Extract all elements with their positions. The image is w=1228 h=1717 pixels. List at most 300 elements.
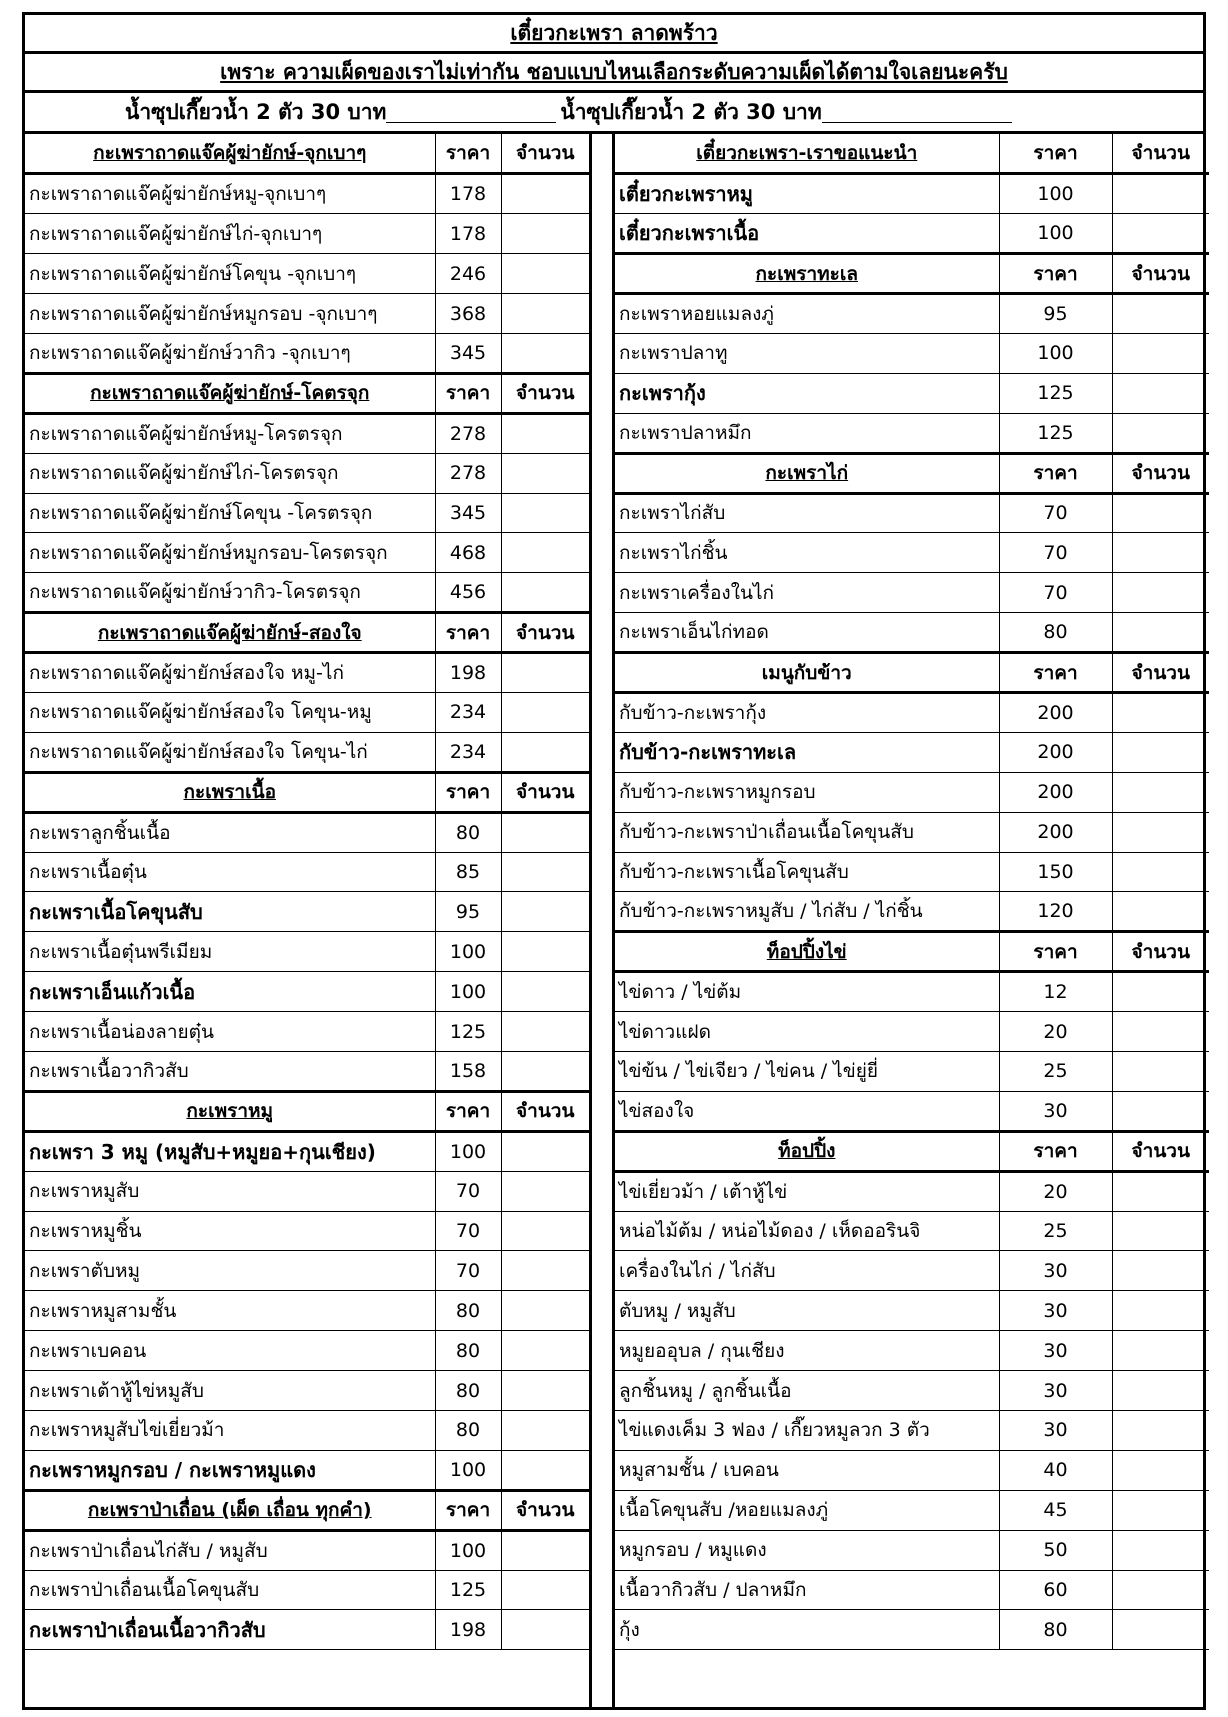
menu-item-row [25, 254, 589, 294]
menu-item-row [615, 732, 1209, 772]
item-price: 80 [435, 812, 501, 852]
menu-item-row [615, 1371, 1209, 1411]
right-menu-table [615, 134, 1209, 1650]
item-price: 100 [999, 333, 1112, 373]
item-name-text: กะเพราถาดแจ๊คผู้ฆ่ายักษ์สองใจ หมู-ไก่ [29, 662, 344, 685]
menu-item-row [615, 1530, 1209, 1570]
item-price: 12 [999, 972, 1112, 1012]
quantity-cell[interactable] [501, 254, 589, 294]
quantity-cell[interactable] [1112, 214, 1209, 254]
quantity-cell[interactable] [1112, 1610, 1209, 1650]
item-name [25, 1012, 435, 1052]
menu-item-row [615, 294, 1209, 334]
item-name-text: กะเพราถาดแจ๊คผู้ฆ่ายักษ์วากิว-โครตรจุก [29, 581, 361, 604]
item-name [25, 812, 435, 852]
section-title [615, 134, 999, 174]
quantity-cell[interactable] [1112, 413, 1209, 453]
item-name-text: กะเพราเอ็นแก้วเนื้อ [29, 979, 196, 1004]
item-name-text: กับข้าว-กะเพราทะเล [619, 740, 797, 765]
quantity-cell[interactable] [1112, 1530, 1209, 1570]
menu-item-row [25, 692, 589, 732]
order-sheet [22, 12, 1206, 1710]
item-price: 278 [435, 413, 501, 453]
menu-item-row [615, 1251, 1209, 1291]
section-title [25, 613, 435, 653]
quantity-cell[interactable] [1112, 1570, 1209, 1610]
section-header [615, 134, 1209, 174]
price-header: ราคา [999, 653, 1112, 693]
section-header [615, 254, 1209, 294]
menu-item-row [615, 413, 1209, 453]
section-title [615, 453, 999, 493]
section-title-text: เตี๋ยวกะเพรา-เราขอแนะนำ [696, 142, 918, 165]
item-price: 70 [999, 493, 1112, 533]
item-name-text: ไข่ดาว / ไข่ต้ม [619, 981, 742, 1004]
item-price: 178 [435, 214, 501, 254]
section-title-text: เมนูกับข้าว [761, 661, 852, 684]
item-price: 70 [435, 1251, 501, 1291]
item-name-text: กะเพราเนื้อตุ๋น [29, 860, 147, 883]
item-name [25, 1251, 435, 1291]
item-name-text: เตี๋ยวกะเพราเนื้อ [619, 221, 760, 246]
menu-item-row [25, 1171, 589, 1211]
quantity-cell[interactable] [1112, 1291, 1209, 1331]
item-name-text: กะเพราปลาหมึก [619, 421, 752, 444]
item-price: 80 [435, 1331, 501, 1371]
item-name [25, 1051, 435, 1091]
menu-item-row [615, 214, 1209, 254]
item-name [615, 1530, 999, 1570]
item-name-text: กะเพราถาดแจ๊คผู้ฆ่ายักษ์หมูกรอบ-โครตรจุก [29, 541, 388, 564]
quantity-cell[interactable] [1112, 1450, 1209, 1490]
item-price: 158 [435, 1051, 501, 1091]
item-name [25, 1570, 435, 1610]
quantity-cell[interactable] [501, 1610, 589, 1650]
item-name [615, 1411, 999, 1451]
quantity-cell[interactable] [501, 653, 589, 693]
menu-item-row [25, 1530, 589, 1570]
item-name [25, 573, 435, 613]
item-name [615, 852, 999, 892]
item-price: 368 [435, 294, 501, 334]
item-price: 80 [999, 613, 1112, 653]
menu-item-row [25, 972, 589, 1012]
item-name [615, 1331, 999, 1371]
item-name-text: หมูยออุบล / กุนเชียง [619, 1339, 785, 1362]
item-name-text: กะเพราหมูสับ [29, 1180, 140, 1203]
item-name-text: ลูกชิ้นหมู / ลูกชิ้นเนื้อ [619, 1379, 792, 1402]
quantity-cell[interactable] [501, 1251, 589, 1291]
item-name-text: กะเพราป่าเถื่อนไก่สับ / หมูสับ [29, 1539, 268, 1562]
item-name [615, 1570, 999, 1610]
quantity-cell[interactable] [1112, 613, 1209, 653]
quantity-cell[interactable] [501, 732, 589, 772]
item-name-text: กะเพราถาดแจ๊คผู้ฆ่ายักษ์ไก่-โครตรจุก [29, 462, 339, 485]
item-name [25, 1331, 435, 1371]
menu-item-row [615, 1610, 1209, 1650]
quantity-cell[interactable] [1112, 1371, 1209, 1411]
item-name [615, 1450, 999, 1490]
menu-item-row [615, 174, 1209, 214]
menu-item-row [25, 1012, 589, 1052]
title-text: เตี๋ยวกะเพรา ลาดพร้าว [510, 20, 718, 45]
item-name [25, 1291, 435, 1331]
quantity-cell[interactable] [1112, 1091, 1209, 1131]
quantity-cell[interactable] [501, 1291, 589, 1331]
section-title-text: ท็อปปิ้งไข่ [766, 940, 847, 963]
menu-item-row [615, 1091, 1209, 1131]
item-name [25, 692, 435, 732]
item-name [25, 533, 435, 573]
left-menu-table [25, 134, 589, 1650]
section-title [615, 1131, 999, 1171]
menu-item-row [25, 1411, 589, 1451]
item-price: 150 [999, 852, 1112, 892]
quantity-cell[interactable] [501, 972, 589, 1012]
item-name-text: กะเพราลูกชิ้นเนื้อ [29, 821, 171, 844]
item-name [615, 772, 999, 812]
quantity-cell[interactable] [1112, 972, 1209, 1012]
item-name-text: ตับหมู / หมูสับ [619, 1299, 736, 1322]
item-name [25, 972, 435, 1012]
item-name-text: ไข่สองใจ [619, 1099, 695, 1122]
price-header: ราคา [435, 1091, 501, 1131]
item-name-text: ไข่ดาวแฝด [619, 1020, 711, 1043]
menu-item-row [25, 1211, 589, 1251]
price-header: ราคา [435, 772, 501, 812]
item-name [615, 493, 999, 533]
quantity-cell[interactable] [501, 1012, 589, 1052]
item-name-text: กับข้าว-กะเพราหมูกรอบ [619, 781, 816, 804]
item-name [615, 1490, 999, 1530]
item-price: 200 [999, 692, 1112, 732]
item-name [615, 214, 999, 254]
quantity-cell[interactable] [1112, 333, 1209, 373]
item-price: 20 [999, 1171, 1112, 1211]
menu-item-row [25, 653, 589, 693]
quantity-cell[interactable] [501, 493, 589, 533]
price-header: ราคา [999, 254, 1112, 294]
quantity-cell[interactable] [501, 294, 589, 334]
item-name [25, 1450, 435, 1490]
section-header [615, 453, 1209, 493]
item-name [615, 972, 999, 1012]
menu-item-row [25, 413, 589, 453]
quantity-cell[interactable] [501, 573, 589, 613]
item-name [615, 573, 999, 613]
item-name-text: กะเพราเนื้อตุ๋นพรีเมียม [29, 940, 213, 963]
menu-item-row [615, 1331, 1209, 1371]
item-price: 70 [999, 573, 1112, 613]
item-name-text: ไข่ข้น / ไข่เจียว / ไข่คน / ไข่ยู่ยี่ [619, 1060, 878, 1083]
quantity-cell[interactable] [501, 692, 589, 732]
quantity-cell[interactable] [1112, 493, 1209, 533]
item-price: 80 [435, 1291, 501, 1331]
menu-item-row [615, 1291, 1209, 1331]
menu-item-row [615, 493, 1209, 533]
item-name-text: กะเพราเนื้อวากิวสับ [29, 1059, 189, 1082]
item-name [615, 333, 999, 373]
menu-item-row [615, 373, 1209, 413]
menu-item-row [615, 892, 1209, 932]
quantity-cell[interactable] [1112, 772, 1209, 812]
price-header: ราคา [999, 1131, 1112, 1171]
quantity-cell[interactable] [1112, 852, 1209, 892]
quantity-cell[interactable] [501, 932, 589, 972]
item-name-text: กะเพราหมูกรอบ / กะเพราหมูแดง [29, 1457, 316, 1482]
quantity-cell[interactable] [501, 1131, 589, 1171]
quantity-cell[interactable] [1112, 812, 1209, 852]
right-menu-column [615, 134, 1209, 1707]
menu-item-row [615, 333, 1209, 373]
quantity-cell[interactable] [1112, 573, 1209, 613]
menu-item-row [25, 812, 589, 852]
item-name [25, 1371, 435, 1411]
item-price: 30 [999, 1331, 1112, 1371]
price-header: ราคา [435, 613, 501, 653]
section-title-text: กะเพราเนื้อ [183, 781, 276, 804]
quantity-cell[interactable] [1112, 1251, 1209, 1291]
quantity-cell[interactable] [501, 413, 589, 453]
item-price: 100 [435, 932, 501, 972]
item-price: 40 [999, 1450, 1112, 1490]
quantity-header: จำนวน [501, 134, 589, 174]
section-title-text: กะเพราป่าเถื่อน (เผ็ด เถื่อน ทุกคำ) [87, 1499, 372, 1522]
item-name-text: กะเพราหมูชิ้น [29, 1219, 142, 1242]
soup-line [25, 93, 1203, 134]
item-name-text: กะเพราถาดแจ๊คผู้ฆ่ายักษ์โคขุน -โครตรจุก [29, 501, 373, 524]
item-name [615, 1051, 999, 1091]
quantity-cell[interactable] [501, 214, 589, 254]
section-title [615, 254, 999, 294]
item-name [615, 413, 999, 453]
item-price: 45 [999, 1490, 1112, 1530]
item-name [615, 294, 999, 334]
item-name [615, 1012, 999, 1052]
quantity-cell[interactable] [501, 533, 589, 573]
item-name-text: กะเพราเบคอน [29, 1339, 147, 1362]
item-name [25, 453, 435, 493]
menu-item-row [615, 1411, 1209, 1451]
item-name-text: หมูสามชั้น / เบคอน [619, 1459, 779, 1482]
section-title [25, 772, 435, 812]
item-price: 70 [435, 1171, 501, 1211]
item-name-text: ไข่แดงเค็ม 3 ฟอง / เกี๊ยวหมูลวก 3 ตัว [619, 1419, 930, 1442]
section-header [25, 613, 589, 653]
item-name-text: กะเพราถาดแจ๊คผู้ฆ่ายักษ์วากิว -จุกเบาๆ [29, 341, 351, 364]
item-name-text: เนื้อวากิวสับ / ปลาหมึก [619, 1579, 807, 1601]
quantity-cell[interactable] [1112, 1051, 1209, 1091]
item-name-text: กะเพราถาดแจ๊คผู้ฆ่ายักษ์โคขุน -จุกเบาๆ [29, 262, 357, 285]
menu-item-row [25, 1450, 589, 1490]
quantity-cell[interactable] [501, 1450, 589, 1490]
item-name-text: กะเพราหมูสับไข่เยี่ยวม้า [29, 1419, 225, 1442]
section-title-text: กะเพราถาดแจ๊คผู้ฆ่ายักษ์-จุกเบาๆ [93, 142, 367, 165]
quantity-cell[interactable] [501, 453, 589, 493]
quantity-cell[interactable] [1112, 1490, 1209, 1530]
item-price: 25 [999, 1211, 1112, 1251]
item-price: 125 [999, 373, 1112, 413]
soup-blank-1[interactable] [386, 102, 556, 123]
subtitle-text: เพราะ ความเผ็ดของเราไม่เท่ากัน ชอบแบบไหนเลือกระดับความเผ็ดได้ตามใจเลยนะครับ [220, 59, 1008, 84]
quantity-header: จำนวน [1112, 134, 1209, 174]
menu-item-row [25, 1331, 589, 1371]
item-name [25, 174, 435, 214]
menu-item-row [25, 214, 589, 254]
section-header [615, 1131, 1209, 1171]
quantity-cell[interactable] [1112, 174, 1209, 214]
price-header: ราคา [435, 1490, 501, 1530]
item-price: 95 [999, 294, 1112, 334]
quantity-cell[interactable] [501, 852, 589, 892]
item-name [25, 214, 435, 254]
quantity-cell[interactable] [1112, 533, 1209, 573]
item-name [615, 1251, 999, 1291]
section-title-text: ท็อปปิ้ง [778, 1140, 836, 1163]
item-name [25, 653, 435, 693]
quantity-header: จำนวน [1112, 254, 1209, 294]
quantity-header: จำนวน [1112, 653, 1209, 693]
item-name [615, 1291, 999, 1331]
soup-blank-2[interactable] [822, 102, 1012, 123]
item-price: 20 [999, 1012, 1112, 1052]
quantity-cell[interactable] [501, 333, 589, 373]
item-price: 100 [435, 972, 501, 1012]
quantity-cell[interactable] [501, 1051, 589, 1091]
item-price: 100 [999, 174, 1112, 214]
item-name [615, 812, 999, 852]
item-name-text: กะเพรากุ้ง [619, 381, 706, 406]
item-name [615, 692, 999, 732]
menu-item-row [615, 1051, 1209, 1091]
item-price: 95 [435, 892, 501, 932]
item-name [615, 174, 999, 214]
menu-item-row [25, 294, 589, 334]
quantity-cell[interactable] [501, 174, 589, 214]
item-price: 198 [435, 653, 501, 693]
quantity-cell[interactable] [1112, 892, 1209, 932]
section-header [25, 1490, 589, 1530]
item-name-text: หมูกรอบ / หมูแดง [619, 1539, 767, 1562]
item-name [25, 254, 435, 294]
menu-item-row [25, 453, 589, 493]
item-name-text: กะเพราเครื่องในไก่ [619, 581, 775, 604]
item-name-text: กะเพรา 3 หมู (หมูสับ+หมูยอ+กุนเชียง) [29, 1139, 376, 1164]
item-name [25, 892, 435, 932]
menu-item-row [615, 772, 1209, 812]
quantity-cell[interactable] [1112, 1411, 1209, 1451]
quantity-header: จำนวน [501, 772, 589, 812]
price-header: ราคา [435, 134, 501, 174]
section-title [615, 653, 999, 693]
item-name-text: กับข้าว-กะเพราเนื้อโคขุนสับ [619, 860, 849, 883]
item-name-text: กะเพราป่าเถื่อนเนื้อวากิวสับ [29, 1617, 266, 1642]
item-name-text: กะเพราหมูสามชั้น [29, 1299, 177, 1322]
item-price: 60 [999, 1570, 1112, 1610]
quantity-cell[interactable] [501, 1211, 589, 1251]
item-name [615, 892, 999, 932]
item-price: 125 [435, 1012, 501, 1052]
menu-item-row [25, 573, 589, 613]
quantity-cell[interactable] [501, 812, 589, 852]
quantity-cell[interactable] [1112, 692, 1209, 732]
price-header: ราคา [999, 453, 1112, 493]
item-name-text: หน่อไม้ต้ม / หน่อไม้ดอง / เห็ดออรินจิ [619, 1219, 921, 1242]
item-name-text: กะเพราถาดแจ๊คผู้ฆ่ายักษ์หมู-โครตรจุก [29, 422, 343, 445]
item-name-text: กะเพราถาดแจ๊คผู้ฆ่ายักษ์ไก่-จุกเบาๆ [29, 222, 323, 245]
quantity-cell[interactable] [1112, 1331, 1209, 1371]
menu-item-row [615, 692, 1209, 732]
menu-item-row [25, 533, 589, 573]
quantity-cell[interactable] [501, 1171, 589, 1211]
item-name [615, 613, 999, 653]
quantity-cell[interactable] [501, 1570, 589, 1610]
item-price: 30 [999, 1291, 1112, 1331]
menu-item-row [615, 1570, 1209, 1610]
item-name-text: กับข้าว-กะเพราป่าเถื่อนเนื้อโคขุนสับ [619, 821, 914, 844]
item-name-text: กะเพราถาดแจ๊คผู้ฆ่ายักษ์สองใจ โคขุน-หมู [29, 701, 372, 724]
item-name-text: ไข่เยี่ยวม้า / เต้าหู้ไข่ [619, 1180, 788, 1203]
quantity-cell[interactable] [1112, 732, 1209, 772]
section-header [25, 134, 589, 174]
menu-item-row [615, 852, 1209, 892]
quantity-cell[interactable] [501, 1331, 589, 1371]
item-name-text: กะเพราถาดแจ๊คผู้ฆ่ายักษ์หมูกรอบ -จุกเบาๆ [29, 302, 378, 325]
item-price: 345 [435, 493, 501, 533]
quantity-cell[interactable] [1112, 294, 1209, 334]
section-header [25, 1091, 589, 1131]
quantity-cell[interactable] [501, 1530, 589, 1570]
item-name [615, 373, 999, 413]
item-price: 80 [999, 1610, 1112, 1650]
item-name-text: กับข้าว-กะเพรากุ้ง [619, 701, 767, 724]
menu-item-row [25, 852, 589, 892]
item-price: 200 [999, 732, 1112, 772]
item-price: 456 [435, 573, 501, 613]
item-price: 30 [999, 1411, 1112, 1451]
menu-item-row [25, 932, 589, 972]
quantity-header: จำนวน [1112, 1131, 1209, 1171]
quantity-cell[interactable] [1112, 1012, 1209, 1052]
item-name [25, 1131, 435, 1171]
quantity-cell[interactable] [1112, 373, 1209, 413]
quantity-header: จำนวน [501, 1091, 589, 1131]
quantity-header: จำนวน [501, 613, 589, 653]
item-price: 234 [435, 692, 501, 732]
quantity-cell[interactable] [501, 892, 589, 932]
quantity-cell[interactable] [1112, 1211, 1209, 1251]
item-name [25, 1411, 435, 1451]
quantity-cell[interactable] [501, 1371, 589, 1411]
item-name-text: กะเพราถาดแจ๊คผู้ฆ่ายักษ์สองใจ โคขุน-ไก่ [29, 740, 368, 763]
quantity-cell[interactable] [1112, 1171, 1209, 1211]
item-name [25, 1211, 435, 1251]
item-price: 198 [435, 1610, 501, 1650]
page-title [25, 15, 1203, 54]
item-name [25, 1171, 435, 1211]
menu-item-row [615, 1171, 1209, 1211]
item-name [25, 333, 435, 373]
soup-line-1: น้ำซุปเกี๊ยวน้ำ 2 ตัว 30 บาท [125, 99, 387, 124]
item-price: 100 [435, 1131, 501, 1171]
item-price: 100 [435, 1530, 501, 1570]
price-header: ราคา [999, 932, 1112, 972]
section-title [25, 373, 435, 413]
section-header [615, 932, 1209, 972]
menu-item-row [25, 1051, 589, 1091]
quantity-cell[interactable] [501, 1411, 589, 1451]
section-title-text: กะเพราถาดแจ๊คผู้ฆ่ายักษ์-โคตรจุก [90, 382, 370, 405]
